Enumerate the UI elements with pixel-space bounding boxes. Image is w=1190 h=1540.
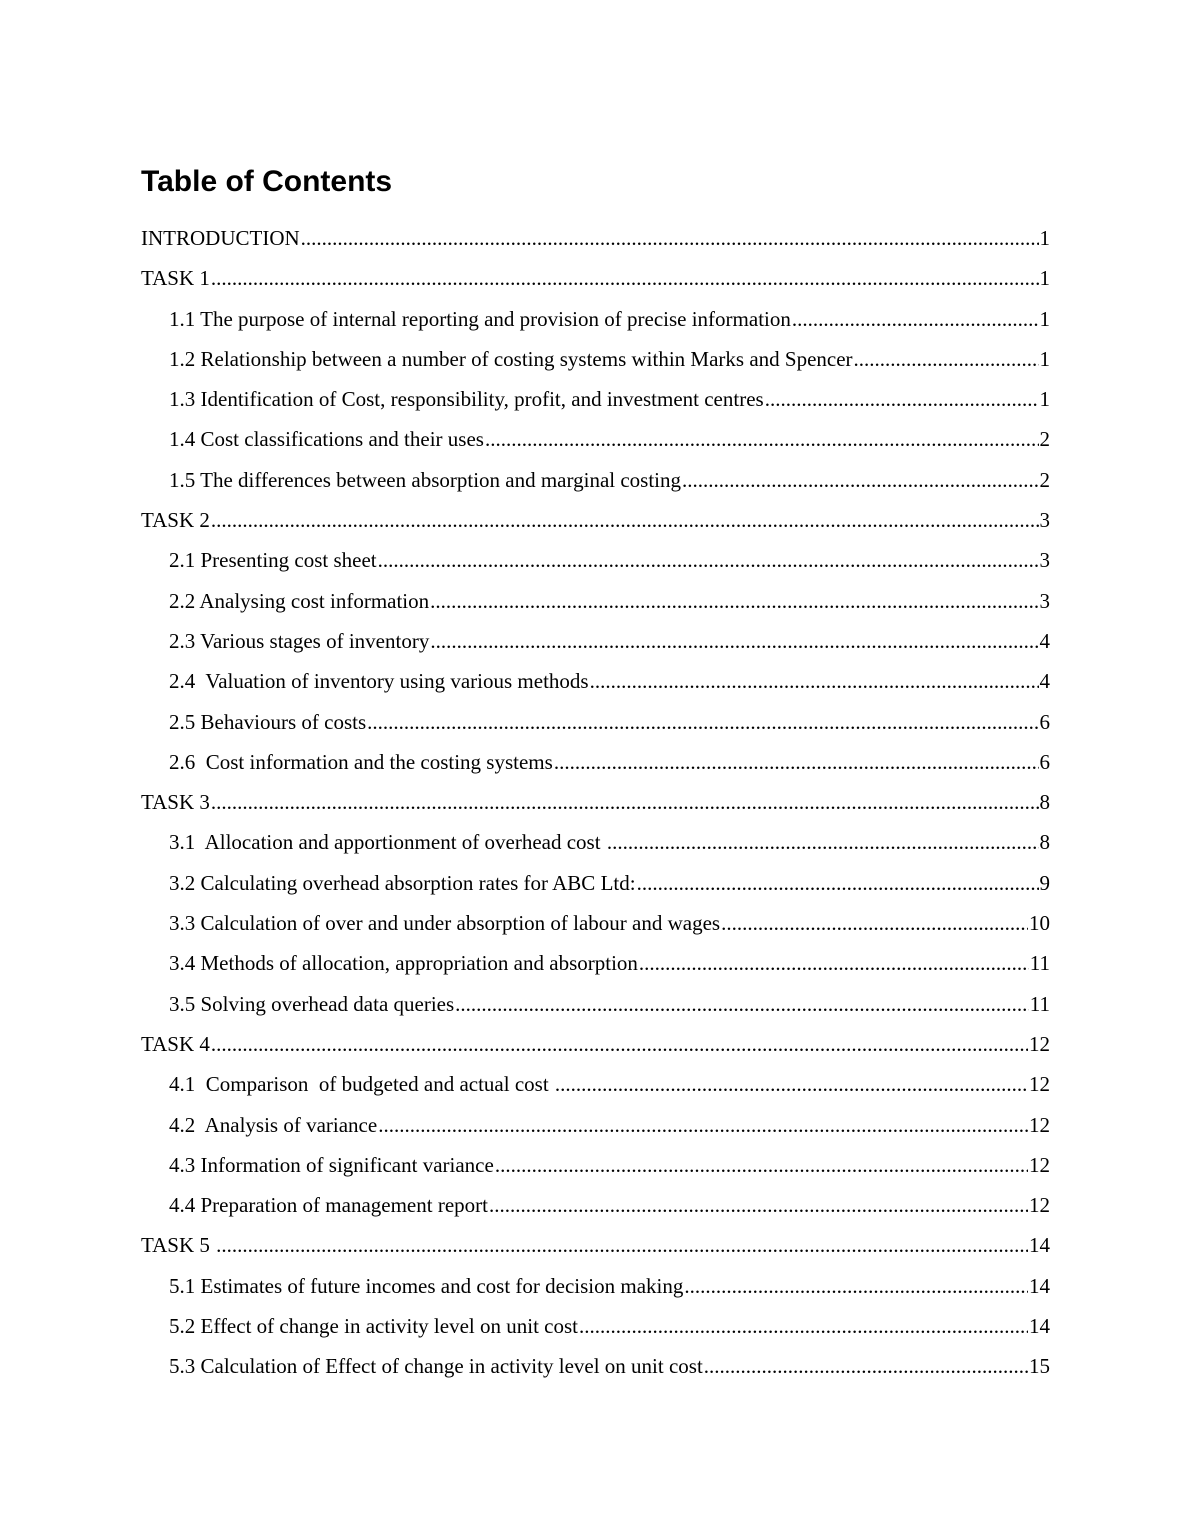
toc-entry-page-number: 11 [1029, 991, 1050, 1016]
toc-entry-page-number: 4 [1039, 628, 1050, 653]
toc-entry[interactable] [141, 629, 1050, 669]
toc-dot-leader [211, 1032, 1028, 1057]
toc-entry[interactable] [141, 1354, 1050, 1394]
toc-entry-label: 4.1 Comparison of budgeted and actual cost [169, 1072, 554, 1097]
toc-entry-page-number: 2 [1039, 427, 1050, 452]
toc-entry-label: 3.1 Allocation and apportionment of overhead cost [169, 830, 606, 855]
toc-entry[interactable] [141, 1193, 1050, 1233]
toc-dot-leader [684, 1274, 1028, 1299]
toc-entry[interactable] [141, 669, 1050, 709]
toc-entry-label: 3.4 Methods of allocation, appropriation and absorption [169, 951, 638, 976]
toc-dot-leader [555, 1072, 1028, 1097]
toc-dot-leader [216, 1233, 1028, 1258]
toc-dot-leader [554, 750, 1039, 775]
toc-entry[interactable] [141, 790, 1050, 830]
toc-dot-leader [495, 1153, 1028, 1178]
toc-entry-page-number: 14 [1029, 1314, 1050, 1339]
toc-entry[interactable] [141, 226, 1050, 266]
toc-dot-leader [792, 307, 1039, 332]
toc-entry[interactable] [141, 1233, 1050, 1273]
toc-entry-page-number: 15 [1029, 1354, 1050, 1379]
toc-dot-leader [704, 1354, 1028, 1379]
toc-entry[interactable] [141, 266, 1050, 306]
toc-entry-label: 5.3 Calculation of Effect of change in activity level on unit cost [169, 1354, 703, 1379]
toc-entry-label: TASK 4 [141, 1031, 210, 1056]
toc-dot-leader [590, 669, 1039, 694]
toc-entry[interactable] [141, 1032, 1050, 1072]
toc-dot-leader [455, 992, 1029, 1017]
toc-entry[interactable] [141, 427, 1050, 467]
toc-entry[interactable] [141, 387, 1050, 427]
toc-dot-leader [579, 1314, 1028, 1339]
toc-dot-leader [854, 347, 1039, 372]
toc-entry-page-number: 12 [1029, 1112, 1050, 1137]
toc-dot-leader [301, 226, 1039, 251]
toc-entry-label: 3.5 Solving overhead data queries [169, 991, 455, 1016]
toc-entry-label: 2.5 Behaviours of costs [169, 709, 367, 734]
toc-entry-page-number: 6 [1039, 749, 1050, 774]
toc-entry-page-number: 2 [1039, 467, 1050, 492]
toc-entry-page-number: 3 [1039, 508, 1050, 533]
toc-entry-page-number: 1 [1039, 306, 1050, 331]
toc-entry-page-number: 3 [1039, 548, 1050, 573]
toc-dot-leader [489, 1193, 1028, 1218]
toc-entry-page-number: 6 [1039, 709, 1050, 734]
toc-entry-page-number: 8 [1039, 830, 1050, 855]
toc-dot-leader [430, 589, 1038, 614]
toc-entry[interactable] [141, 548, 1050, 588]
toc-entry[interactable] [141, 1113, 1050, 1153]
toc-entry-page-number: 12 [1029, 1193, 1050, 1218]
document-page [141, 160, 1050, 1395]
toc-entry[interactable] [141, 911, 1050, 951]
toc-entry[interactable] [141, 347, 1050, 387]
toc-dot-leader [211, 790, 1039, 815]
toc-entry-label: TASK 5 [141, 1233, 216, 1258]
toc-entry[interactable] [141, 1274, 1050, 1314]
toc-dot-leader [367, 710, 1038, 735]
toc-dot-leader [607, 830, 1039, 855]
toc-entry-page-number: 3 [1039, 588, 1050, 613]
toc-entry-page-number: 1 [1039, 387, 1050, 412]
toc-dot-leader [211, 508, 1039, 533]
toc-entry-label: TASK 3 [141, 790, 210, 815]
toc-entry-label: 4.2 Analysis of variance [169, 1112, 378, 1137]
toc-entry-page-number: 10 [1029, 911, 1050, 936]
toc-entry-label: 2.3 Various stages of inventory [169, 628, 430, 653]
toc-entry-page-number: 11 [1029, 951, 1050, 976]
toc-entry-page-number: 1 [1039, 346, 1050, 371]
toc-dot-leader [682, 468, 1038, 493]
toc-dot-leader [378, 1113, 1028, 1138]
toc-entry[interactable] [141, 1314, 1050, 1354]
toc-entry-page-number: 12 [1029, 1152, 1050, 1177]
toc-dot-leader [430, 629, 1038, 654]
toc-entry-label: 1.2 Relationship between a number of costing systems within Marks and Spencer [169, 346, 853, 371]
toc-entry-label: 2.1 Presenting cost sheet [169, 548, 377, 573]
toc-entry[interactable] [141, 710, 1050, 750]
toc-entry-page-number: 14 [1029, 1233, 1050, 1258]
toc-entry-page-number: 14 [1029, 1273, 1050, 1298]
toc-entry-label: 5.1 Estimates of future incomes and cost for decision making [169, 1273, 684, 1298]
toc-entry-page-number: 12 [1029, 1031, 1050, 1056]
toc-dot-leader [637, 871, 1039, 896]
toc-entry[interactable] [141, 830, 1050, 870]
toc-entry-label: 2.6 Cost information and the costing systems [169, 749, 553, 774]
toc-entry[interactable] [141, 468, 1050, 508]
toc-entry-label: 3.2 Calculating overhead absorption rates for ABC Ltd: [169, 870, 636, 895]
toc-entry-label: 1.1 The purpose of internal reporting and provision of precise information [169, 306, 791, 331]
toc-entry-label: 2.2 Analysing cost information [169, 588, 430, 613]
toc-entry-page-number: 12 [1029, 1072, 1050, 1097]
toc-list [141, 226, 1050, 1395]
toc-entry-label: 4.4 Preparation of management report [169, 1193, 488, 1218]
toc-entry[interactable] [141, 992, 1050, 1032]
toc-entry-label: TASK 2 [141, 508, 210, 533]
toc-entry[interactable] [141, 951, 1050, 991]
toc-dot-leader [211, 266, 1039, 291]
toc-heading: Table of Contents [141, 165, 393, 198]
toc-entry-label: TASK 1 [141, 266, 210, 291]
toc-entry-label: 3.3 Calculation of over and under absorption of labour and wages [169, 911, 721, 936]
toc-entry[interactable] [141, 508, 1050, 548]
toc-entry-page-number: 1 [1039, 266, 1050, 291]
toc-entry[interactable] [141, 871, 1050, 911]
toc-entry[interactable] [141, 589, 1050, 629]
toc-dot-leader [765, 387, 1039, 412]
toc-entry-label: 4.3 Information of significant variance [169, 1152, 494, 1177]
toc-entry-page-number: 9 [1039, 870, 1050, 895]
toc-entry-label: INTRODUCTION [141, 226, 300, 250]
toc-entry[interactable] [141, 307, 1050, 347]
toc-dot-leader [485, 427, 1039, 452]
toc-entry-label: 5.2 Effect of change in activity level on unit cost [169, 1314, 578, 1339]
toc-dot-leader [378, 548, 1039, 573]
toc-entry-page-number: 1 [1039, 226, 1050, 250]
toc-entry[interactable] [141, 1153, 1050, 1193]
toc-entry-label: 1.3 Identification of Cost, responsibility, profit, and investment centres [169, 387, 764, 412]
toc-dot-leader [721, 911, 1028, 936]
toc-entry-label: 1.5 The differences between absorption and marginal costing [169, 467, 682, 492]
toc-entry-label: 1.4 Cost classifications and their uses [169, 427, 484, 452]
toc-entry[interactable] [141, 1072, 1050, 1112]
toc-entry-page-number: 8 [1039, 790, 1050, 815]
toc-dot-leader [639, 951, 1029, 976]
toc-entry-label: 2.4 Valuation of inventory using various methods [169, 669, 589, 694]
toc-entry[interactable] [141, 750, 1050, 790]
toc-entry-page-number: 4 [1039, 669, 1050, 694]
